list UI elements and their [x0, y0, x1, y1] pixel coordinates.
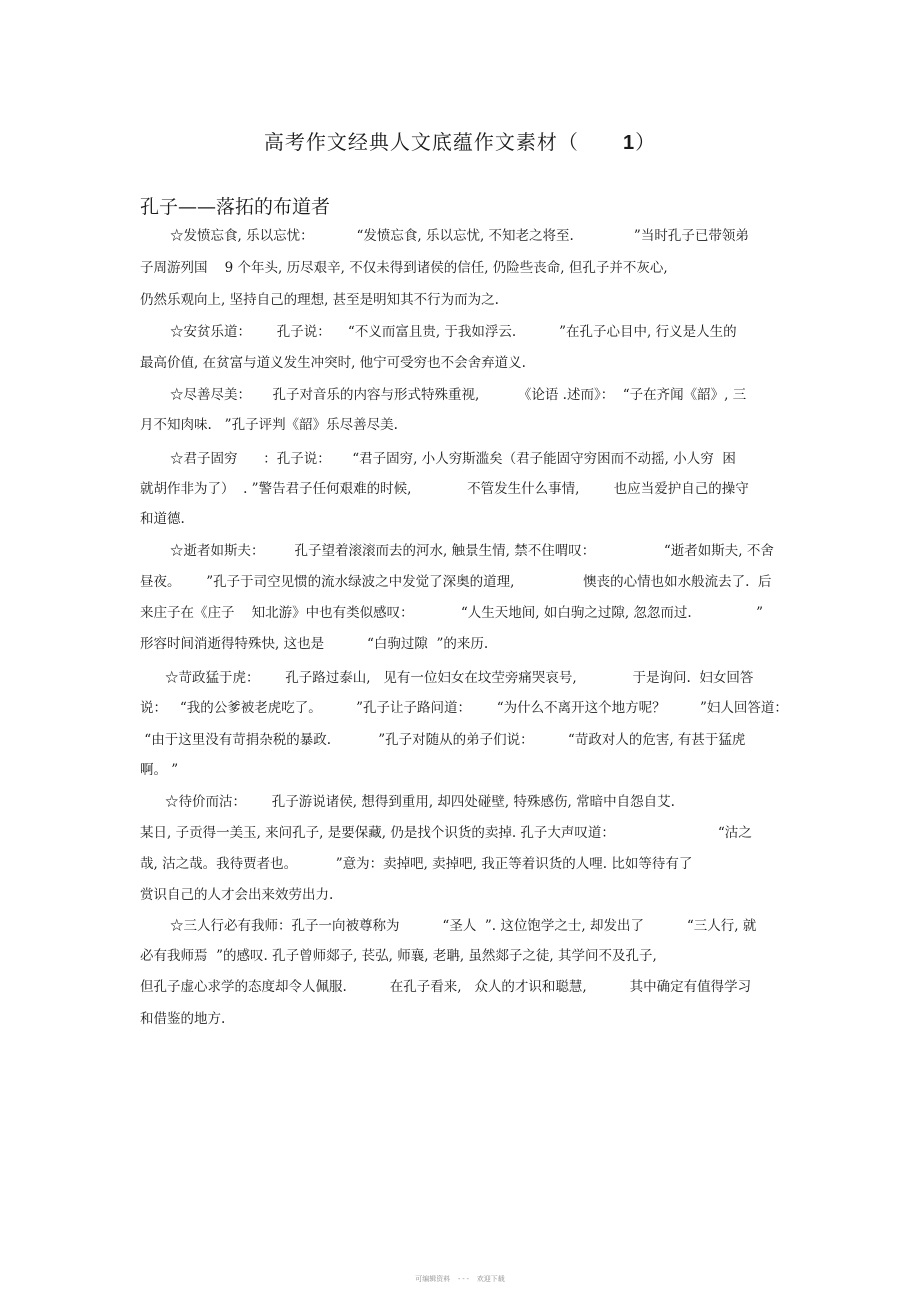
paragraph-line: ☆三人行必有我师：孔子一向被尊称为 “圣人 ”. 这位饱学之士, 却发出了 “三人行, 就 — [170, 918, 757, 934]
paragraph-line: ☆逝者如斯夫： 孔子望着滚滚而去的河水, 触景生情, 禁不住喟叹： “逝者如斯夫, 不舍 — [170, 543, 774, 559]
paragraph-line: 必有我师焉 ”的感叹. 孔子曾师郯子, 苌弘, 师襄, 老聃, 虽然郯子之徒, 其学问不及孔子, — [140, 948, 657, 964]
paragraph-line: 说： “我的公爹被老虎吃了。 ”孔子让子路问道： “为什么不离开这个地方呢？ ”妇人回答道： — [140, 700, 788, 716]
paragraph-line: 和借鉴的地方. — [140, 1011, 226, 1027]
paragraph-line: ☆苛政猛于虎： 孔子路过泰山, 见有一位妇女在坟茔旁痛哭哀号, 于是询问. 妇女回答 — [165, 670, 754, 686]
paragraph-line: ☆君子固穷 ：孔子说： “君子固穷, 小人穷斯滥矣（君子能固守穷困而不动摇, 小人穷 困 — [170, 451, 736, 467]
title-number: 1 — [623, 132, 636, 154]
paragraph-line: “由于这里没有苛捐杂税的暴政. ”孔子对随从的弟子们说： “苛政对人的危害, 有甚于猛虎 — [140, 732, 746, 748]
paragraph-line: ☆安贫乐道： 孔子说： “不义而富且贵, 于我如浮云. ”在孔子心目中, 行义是人生的 — [170, 324, 737, 340]
paragraph-line: 啊。 ” — [140, 762, 179, 778]
paragraph-line: 哉, 沽之哉。我待贾者也。 ”意为：卖掉吧, 卖掉吧, 我正等着识货的人哩. 比如等待有了 — [140, 856, 693, 872]
paragraph-line: 就胡作非为了） . ”警告君子任何艰难的时候, 不管发生什么事情, 也应当爱护自己的操守 — [140, 481, 749, 497]
paragraph-line: 月不知肉味. ”孔子评判《韶》乐尽善尽美. — [140, 417, 398, 433]
title-close: ） — [635, 130, 657, 154]
paragraph-line: 来庄子在《庄子 知北游》中也有类似感叹： “人生天地间, 如白驹之过隙, 忽忽而过. ” — [140, 605, 763, 621]
paragraph-line: ☆待价而沽： 孔子游说诸侯, 想得到重用, 却四处碰壁, 特殊感伤, 常暗中自怨自艾. — [165, 794, 675, 810]
paragraph-line: ☆发愤忘食, 乐以忘忧： “发愤忘食, 乐以忘忧, 不知老之将至. ”当时孔子已带领弟 — [170, 228, 749, 244]
page-footer: 可编辑资料 - - - 欢迎下载 — [415, 1276, 505, 1283]
paragraph-line: 最高价值, 在贫富与道义发生冲突时, 他宁可受穷也不会舍弃道义. — [140, 355, 526, 371]
paragraph-line: 和道德. — [140, 511, 185, 527]
paragraph-line: 赏识自己的人才会出来效劳出力. — [140, 887, 334, 903]
paragraph-line: 但孔子虚心求学的态度却令人佩服. 在孔子看来, 众人的才识和聪慧, 其中确定有值得学习 — [140, 979, 752, 995]
paragraph-line: 仍然乐观向上, 坚持自己的理想, 甚至是明知其不行为而为之. — [140, 292, 499, 308]
paragraph-line: 某日, 子贡得一美玉, 来问孔子, 是要保藏, 仍是找个识货的卖掉. 孔子大声叹道： “沽之 — [140, 825, 752, 841]
paragraph-line: 昼夜。 ”孔子于司空见惯的流水绿波之中发觉了深奥的道理, 懊丧的心情也如水般流去了. 后 — [140, 574, 772, 590]
paragraph-line: 形容时间消逝得特殊快, 这也是 “白驹过隙 ”的来历. — [140, 636, 489, 652]
title-main: 高考作文经典人文底蕴作文素材（ — [263, 130, 624, 154]
paragraph-line: 子周游列国 9 个年头, 历尽艰辛, 不仅未得到诸侯的信任, 仍险些丧命, 但孔子并不灰心, — [140, 260, 668, 276]
page-title — [0, 126, 920, 155]
paragraph-line: ☆尽善尽美： 孔子对音乐的内容与形式特殊重视, 《论语 .述而》： “子在齐闻《韶》, 三 — [170, 387, 747, 403]
section-heading: 孔子——落拓的布道者 — [140, 196, 331, 218]
